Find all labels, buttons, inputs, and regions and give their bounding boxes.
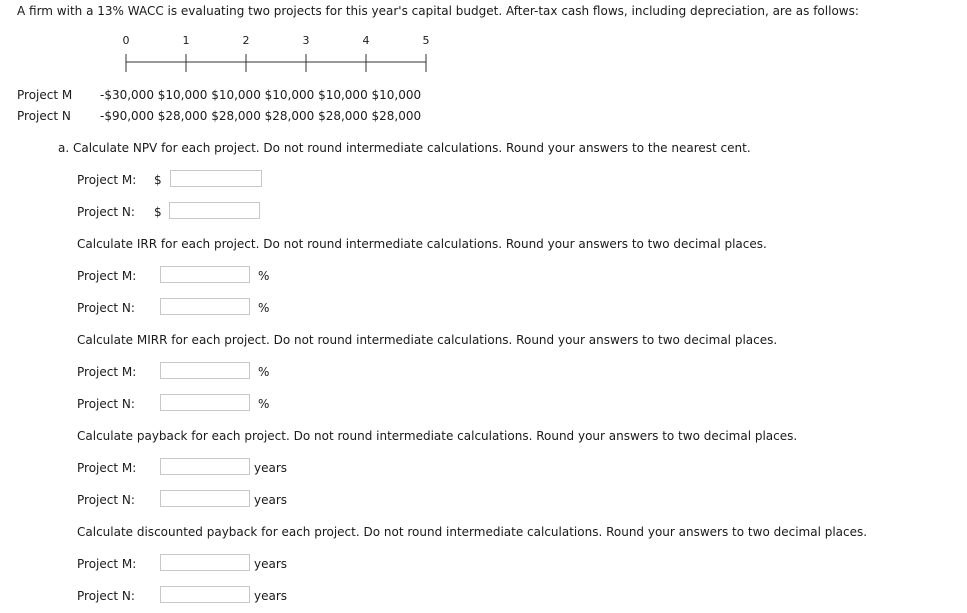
payback-project-m-label: Project M: xyxy=(77,461,137,475)
irr-project-n-unit: % xyxy=(258,301,270,315)
npv-project-m-input[interactable] xyxy=(170,170,262,187)
timeline-label-4: 4 xyxy=(362,34,370,47)
project-n-cash-flows: -$90,000 $28,000 $28,000 $28,000 $28,000 $28,000 xyxy=(100,109,422,123)
timeline-label-0: 0 xyxy=(122,34,130,47)
mirr-instruction: Calculate MIRR for each project. Do not round intermediate calculations. Round your answers to two decimal places. xyxy=(77,333,778,347)
mirr-project-n-label: Project N: xyxy=(77,397,135,411)
discounted-payback-project-m-label: Project M: xyxy=(77,557,137,571)
discounted-payback-project-m-input[interactable] xyxy=(160,554,250,571)
discounted-payback-instruction: Calculate discounted payback for each project. Do not round intermediate calculations. Round your answers to two decimal places. xyxy=(77,525,868,539)
mirr-project-m-label: Project M: xyxy=(77,365,137,379)
payback-project-n-label: Project N: xyxy=(77,493,135,507)
payback-project-m-input[interactable] xyxy=(160,458,250,475)
discounted-payback-project-n-input[interactable] xyxy=(160,586,250,603)
irr-project-m-label: Project M: xyxy=(77,269,137,283)
timeline-axis xyxy=(0,0,967,80)
mirr-project-n-unit: % xyxy=(258,397,270,411)
npv-project-m-label: Project M: xyxy=(77,173,137,187)
project-m-cash-flows: -$30,000 $10,000 $10,000 $10,000 $10,000 $10,000 xyxy=(100,88,422,102)
problem-intro: A firm with a 13% WACC is evaluating two projects for this year's capital budget. After-tax cash flows, including depreciation, are as follows: xyxy=(17,4,859,18)
irr-instruction: Calculate IRR for each project. Do not round intermediate calculations. Round your answers to two decimal places. xyxy=(77,237,767,251)
payback-project-n-input[interactable] xyxy=(160,490,250,507)
timeline-label-3: 3 xyxy=(302,34,310,47)
timeline-label-2: 2 xyxy=(242,34,250,47)
irr-project-n-input[interactable] xyxy=(160,298,250,315)
timeline-label-1: 1 xyxy=(182,34,190,47)
npv-project-n-currency: $ xyxy=(154,205,162,219)
npv-instruction: a. Calculate NPV for each project. Do not round intermediate calculations. Round your answers to the nearest cent. xyxy=(58,141,751,155)
irr-project-m-input[interactable] xyxy=(160,266,250,283)
timeline-label-5: 5 xyxy=(422,34,430,47)
npv-project-m-currency: $ xyxy=(154,173,162,187)
payback-project-m-unit: years xyxy=(254,461,288,475)
irr-project-m-unit: % xyxy=(258,269,270,283)
npv-project-n-input[interactable] xyxy=(169,202,260,219)
payback-instruction: Calculate payback for each project. Do not round intermediate calculations. Round your answers to two decimal places. xyxy=(77,429,798,443)
discounted-payback-project-n-label: Project N: xyxy=(77,589,135,603)
project-m-label: Project M xyxy=(17,88,73,102)
mirr-project-n-input[interactable] xyxy=(160,394,250,411)
payback-project-n-unit: years xyxy=(254,493,288,507)
discounted-payback-project-m-unit: years xyxy=(254,557,288,571)
npv-project-n-label: Project N: xyxy=(77,205,135,219)
project-n-label: Project N xyxy=(17,109,71,123)
mirr-project-m-input[interactable] xyxy=(160,362,250,379)
discounted-payback-project-n-unit: years xyxy=(254,589,288,603)
irr-project-n-label: Project N: xyxy=(77,301,135,315)
mirr-project-m-unit: % xyxy=(258,365,270,379)
